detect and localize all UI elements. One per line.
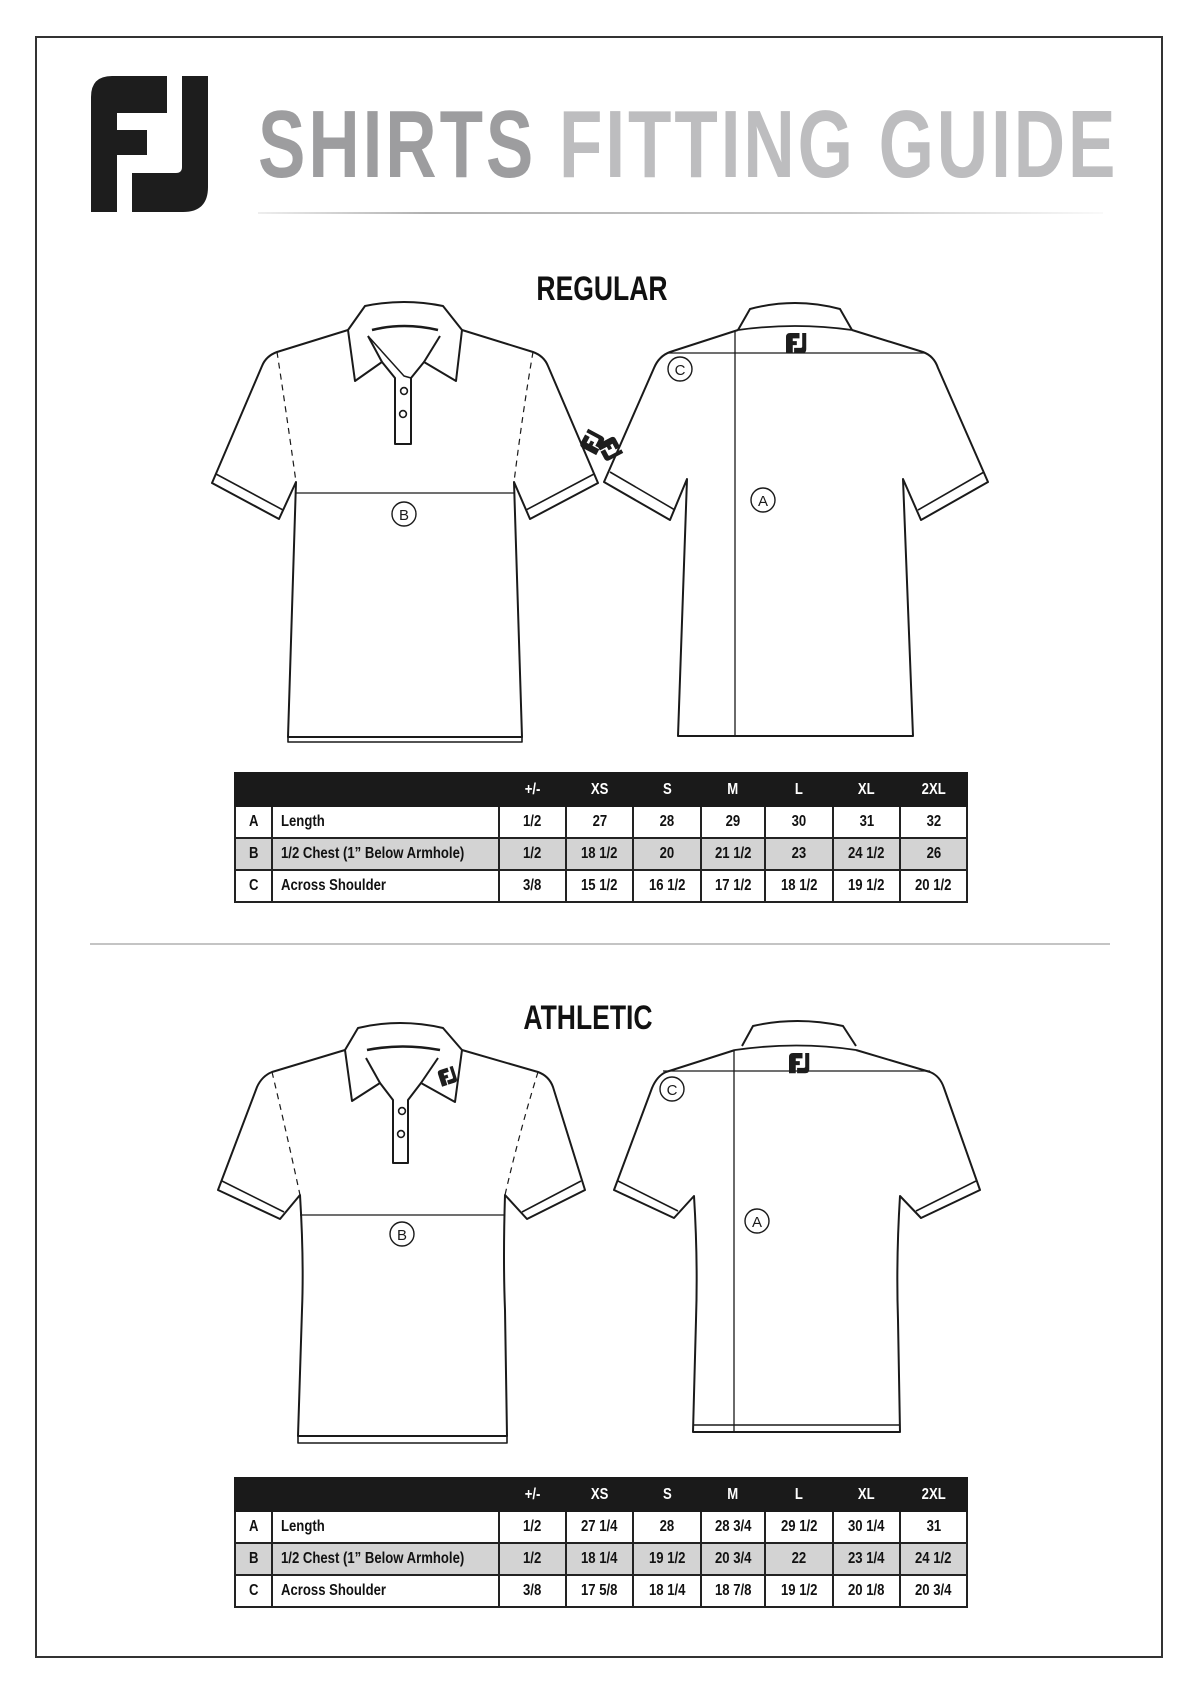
table-row <box>235 838 967 870</box>
measure-marker-b-regular <box>392 502 416 526</box>
cell-s: 19 1/2 <box>633 1543 701 1575</box>
table-row <box>235 1543 967 1575</box>
header-size-l: L <box>765 773 833 806</box>
cell-2xl: 32 <box>900 806 967 838</box>
cell-m: 21 1/2 <box>701 838 765 870</box>
regular-size-table <box>234 772 968 903</box>
athletic-size-table <box>234 1477 968 1608</box>
header-key <box>235 1478 272 1511</box>
row-tolerance: 1/2 <box>499 1511 566 1543</box>
cell-m: 29 <box>701 806 765 838</box>
table-row <box>235 1575 967 1607</box>
cell-s: 20 <box>633 838 701 870</box>
regular-back-shirt <box>604 303 988 736</box>
row-label: 1/2 Chest (1” Below Armhole) <box>272 1543 499 1575</box>
measure-marker-a-athletic <box>745 1209 769 1233</box>
cell-m: 28 3/4 <box>701 1511 765 1543</box>
cell-2xl: 31 <box>900 1511 967 1543</box>
title-word-shirts: SHIRTS <box>258 91 537 198</box>
header-size-xs: XS <box>566 773 633 806</box>
header-size-2xl: 2XL <box>900 773 967 806</box>
row-label: Across Shoulder <box>272 870 499 902</box>
cell-s: 28 <box>633 806 701 838</box>
header-size-xl: XL <box>833 1478 900 1511</box>
row-tolerance: 3/8 <box>499 1575 566 1607</box>
row-tolerance: 1/2 <box>499 806 566 838</box>
header-tolerance: +/- <box>499 773 566 806</box>
cell-2xl: 24 1/2 <box>900 1543 967 1575</box>
cell-xs: 18 1/2 <box>566 838 633 870</box>
cell-xl: 19 1/2 <box>833 870 900 902</box>
row-key: A <box>235 806 272 838</box>
cell-l: 29 1/2 <box>765 1511 833 1543</box>
table-row <box>235 806 967 838</box>
title-words-fitting-guide: FITTING GUIDE <box>558 91 1119 198</box>
header-size-s: S <box>633 773 701 806</box>
cell-xl: 30 1/4 <box>833 1511 900 1543</box>
cell-m: 20 3/4 <box>701 1543 765 1575</box>
table-header-row <box>235 773 967 806</box>
cell-m: 18 7/8 <box>701 1575 765 1607</box>
header-size-m: M <box>701 1478 765 1511</box>
cell-xs: 15 1/2 <box>566 870 633 902</box>
measure-marker-c-regular <box>668 357 692 381</box>
header-size-xs: XS <box>566 1478 633 1511</box>
measure-marker-a-regular <box>751 488 775 512</box>
cell-xs: 27 1/4 <box>566 1511 633 1543</box>
cell-m: 17 1/2 <box>701 870 765 902</box>
row-label: Across Shoulder <box>272 1575 499 1607</box>
measure-marker-c-athletic <box>660 1077 684 1101</box>
cell-l: 22 <box>765 1543 833 1575</box>
cell-xl: 23 1/4 <box>833 1543 900 1575</box>
measure-marker-b-athletic <box>390 1222 414 1246</box>
row-key: B <box>235 838 272 870</box>
header-measurement <box>272 773 499 806</box>
cell-xl: 31 <box>833 806 900 838</box>
back-fj-logo-icon <box>789 1053 809 1073</box>
header-tolerance: +/- <box>499 1478 566 1511</box>
svg-text:A: A <box>757 493 769 510</box>
header-size-l: L <box>765 1478 833 1511</box>
cell-s: 28 <box>633 1511 701 1543</box>
cell-l: 18 1/2 <box>765 870 833 902</box>
svg-text:A: A <box>751 1214 763 1231</box>
cell-xs: 17 5/8 <box>566 1575 633 1607</box>
svg-text:B: B <box>398 507 410 524</box>
header-size-s: S <box>633 1478 701 1511</box>
cell-l: 19 1/2 <box>765 1575 833 1607</box>
header-size-xl: XL <box>833 773 900 806</box>
cell-2xl: 20 1/2 <box>900 870 967 902</box>
header-size-2xl: 2XL <box>900 1478 967 1511</box>
svg-text:C: C <box>666 1082 678 1099</box>
row-key: B <box>235 1543 272 1575</box>
table-row <box>235 1511 967 1543</box>
row-key: C <box>235 1575 272 1607</box>
cell-2xl: 26 <box>900 838 967 870</box>
row-label: Length <box>272 806 499 838</box>
section-title-regular: REGULAR <box>536 270 668 308</box>
row-label: 1/2 Chest (1” Below Armhole) <box>272 838 499 870</box>
cell-2xl: 20 3/4 <box>900 1575 967 1607</box>
cell-l: 30 <box>765 806 833 838</box>
row-key: C <box>235 870 272 902</box>
cell-xl: 20 1/8 <box>833 1575 900 1607</box>
cell-xl: 24 1/2 <box>833 838 900 870</box>
row-label: Length <box>272 1511 499 1543</box>
cell-l: 23 <box>765 838 833 870</box>
collar-fj-logo-icon <box>437 1066 458 1087</box>
header-size-m: M <box>701 773 765 806</box>
cell-xs: 27 <box>566 806 633 838</box>
cell-s: 16 1/2 <box>633 870 701 902</box>
section-title-athletic: ATHLETIC <box>523 999 653 1037</box>
table-row <box>235 870 967 902</box>
row-tolerance: 3/8 <box>499 870 566 902</box>
row-tolerance: 1/2 <box>499 838 566 870</box>
header-key <box>235 773 272 806</box>
cell-s: 18 1/4 <box>633 1575 701 1607</box>
back-fj-logo-icon <box>786 333 806 353</box>
row-tolerance: 1/2 <box>499 1543 566 1575</box>
svg-text:B: B <box>396 1227 408 1244</box>
cell-xs: 18 1/4 <box>566 1543 633 1575</box>
header-measurement <box>272 1478 499 1511</box>
row-key: A <box>235 1511 272 1543</box>
svg-text:C: C <box>674 362 686 379</box>
table-header-row <box>235 1478 967 1511</box>
